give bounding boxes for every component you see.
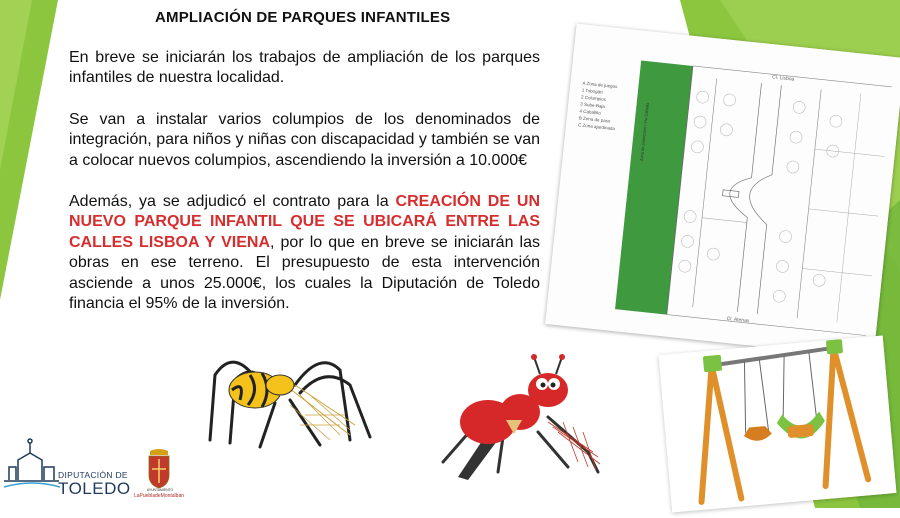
ayuntamiento-label-2: LaPuebladeMontalbán <box>133 493 185 499</box>
park-plan-drawing <box>545 24 900 359</box>
legend-item: 3 Sube-Baja <box>580 101 606 109</box>
diputacion-label-1: DIPUTACIÓN DE <box>58 470 128 480</box>
ayuntamiento-label-1: AYUNTAMIENTO <box>146 488 174 492</box>
body-text <box>69 48 540 335</box>
paragraph-3-start: Además, ya se adjudicó el contrato para la <box>69 193 396 211</box>
plan-legend <box>578 80 620 133</box>
paragraph-3 <box>69 192 540 314</box>
ant-slide-image <box>428 352 608 482</box>
legend-item: C Zona ajardinada <box>577 122 616 132</box>
swing-set-image <box>659 335 897 512</box>
legend-item: A Zona de juegos <box>582 80 618 90</box>
legend-item: 1 Tobogán <box>581 87 603 95</box>
paragraph-2: Se van a instalar varios columpios de los denominados de integración, para niños y niñas con discapacidad y también se van a colocar nuevos columpios, ascendiendo la inversión a 10.000€ <box>69 110 540 169</box>
street-label-bottom: Cl. Atenas <box>726 315 750 325</box>
spider-climber-image <box>200 345 380 455</box>
street-label-top: Cl. Lisboa <box>771 74 795 83</box>
legend-item: 4 Caballito <box>579 108 601 116</box>
highlighted-project: CREACIÓN DE UN NUEVO PARQUE INFANTIL QUE SE UBICARÁ ENTRE LAS CALLES LISBOA Y VIENA <box>69 193 541 251</box>
plan-zone-label: Zona de protección / Vía Cañada <box>638 102 650 162</box>
paragraph-1: En breve se iniciarán los trabajos de ampliación de los parques infantiles de nuestra localidad. <box>69 49 540 87</box>
legend-item: B Zona de paso <box>578 115 611 124</box>
park-plan-image <box>545 24 900 359</box>
page-title: AMPLIACIÓN DE PARQUES INFANTILES <box>155 9 451 26</box>
diputacion-label-2: TOLEDO <box>58 479 131 498</box>
paragraph-3-end: , por lo que en breve se iniciarán las obras en ese terreno. El presupuesto de esta intervención asciende a unos 25.000€, los cuales la Diputación de Toledo financia el 95% de la inversión. <box>69 233 540 313</box>
legend-item: 2 Columpios <box>580 94 607 103</box>
